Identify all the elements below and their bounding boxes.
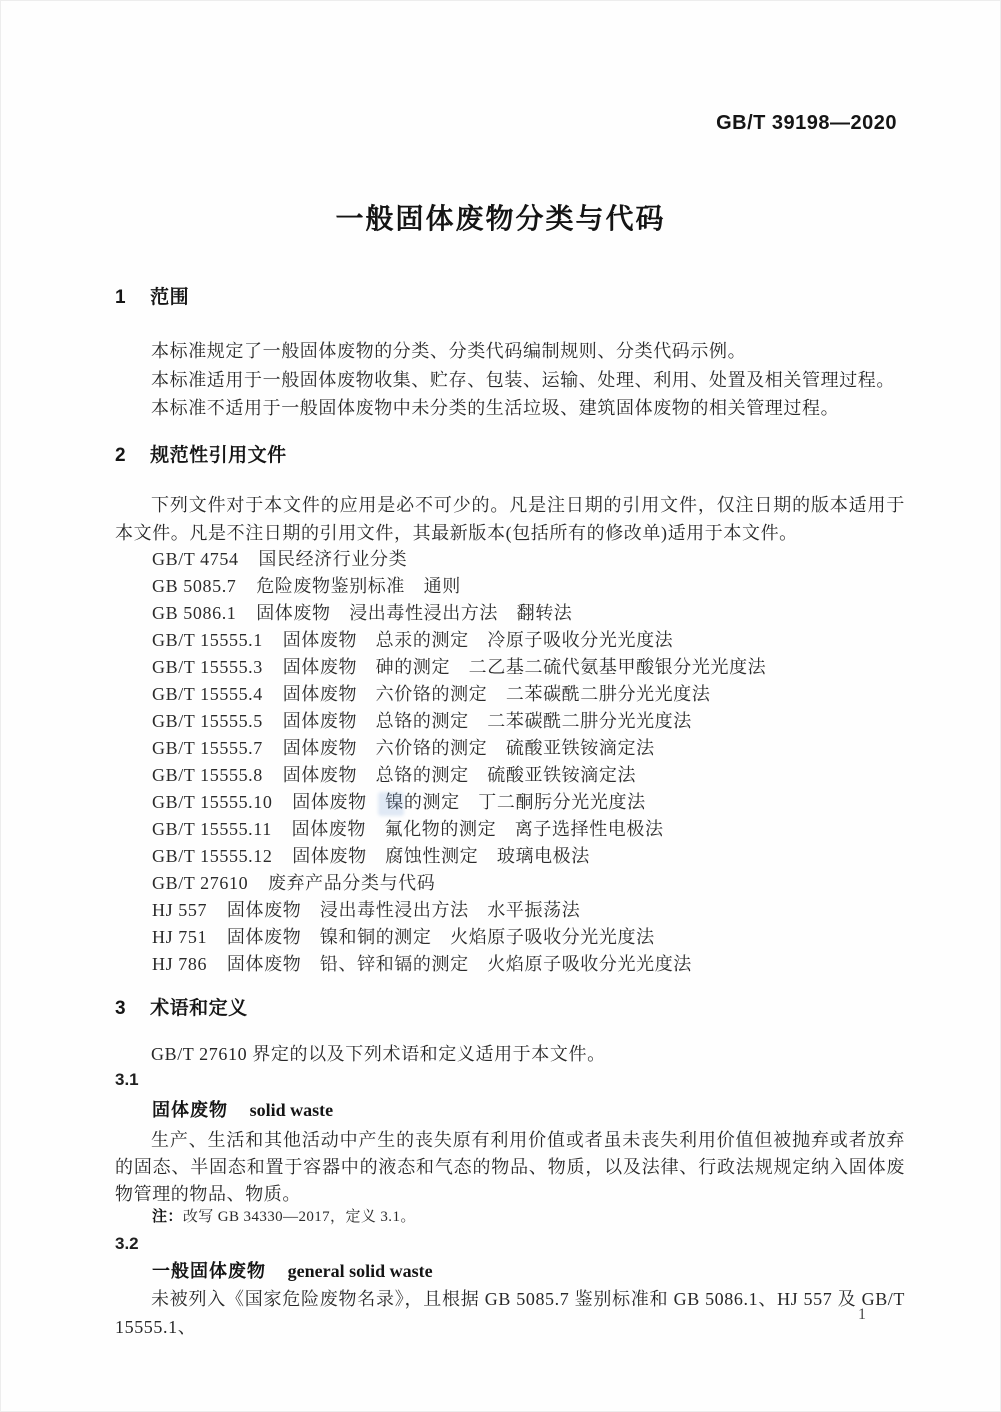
reference-title: 固体废物 镍的测定 丁二酮肟分光光度法 (292, 792, 646, 812)
section-3-number: 3 (115, 998, 127, 1019)
reference-code: GB/T 15555.3 (152, 657, 263, 677)
reference-item (152, 951, 912, 978)
reference-title: 国民经济行业分类 (258, 549, 408, 569)
section-3-label: 术语和定义 (150, 998, 248, 1019)
term-note-3-1 (152, 1205, 416, 1226)
reference-item (152, 546, 912, 573)
reference-title: 固体废物 砷的测定 二乙基二硫代氨基甲酸银分光光度法 (282, 657, 767, 677)
reference-item (152, 654, 912, 681)
page-number: 1 (858, 1306, 866, 1323)
reference-item (152, 897, 912, 924)
section-1-label: 范围 (150, 287, 190, 308)
reference-list (152, 546, 912, 978)
reference-item (152, 708, 912, 735)
reference-code: HJ 557 (152, 900, 208, 920)
reference-title: 固体废物 氟化物的测定 离子选择性电极法 (291, 819, 664, 839)
section-1-number: 1 (115, 287, 127, 308)
section-2-number: 2 (115, 445, 127, 466)
reference-title: 固体废物 浸出毒性浸出方法 翻转法 (256, 603, 573, 623)
reference-title: 固体废物 浸出毒性浸出方法 水平振荡法 (226, 900, 581, 920)
reference-code: GB/T 15555.1 (152, 630, 263, 650)
term-name-en: solid waste (249, 1100, 334, 1120)
reference-code: GB/T 15555.8 (152, 765, 263, 785)
reference-code: GB/T 27610 (152, 873, 249, 893)
scope-paragraph: 本标准规定了一般固体废物的分类、分类代码编制规则、分类代码示例。 (151, 341, 747, 361)
reference-item (152, 627, 912, 654)
reference-code: GB/T 4754 (152, 549, 239, 569)
reference-code: GB 5086.1 (152, 603, 237, 623)
scope-paragraphs (115, 337, 905, 423)
scope-paragraph: 本标准适用于一般固体废物收集、贮存、包装、运输、处理、利用、处置及相关管理过程。 (151, 369, 895, 390)
reference-title: 固体废物 六价铬的测定 硫酸亚铁铵滴定法 (282, 738, 655, 758)
reference-code: GB/T 15555.10 (152, 792, 273, 812)
reference-code: HJ 786 (152, 954, 208, 974)
section-2-heading (115, 440, 287, 467)
reference-code: GB/T 15555.5 (152, 711, 263, 731)
term-definition-3-1: 生产、生活和其他活动中产生的丧失原有利用价值或者虽未丧失利用价值但被抛弃或者放弃的固态、半固态和置于容器中的液态和气态的物品、物质，以及法律、行政法规规定纳入固体废物管理的物品、物质。 (115, 1130, 905, 1204)
reference-item (152, 573, 912, 600)
reference-title: 固体废物 总铬的测定 硫酸亚铁铵滴定法 (282, 765, 637, 785)
reference-title: 固体废物 铅、锌和镉的测定 火焰原子吸收分光光度法 (226, 954, 692, 974)
reference-item (152, 600, 912, 627)
reference-item (152, 924, 912, 951)
document-title: 一般固体废物分类与代码 (335, 203, 666, 234)
terms-intro: GB/T 27610 界定的以及下列术语和定义适用于本文件。 (151, 1044, 606, 1064)
section-3-heading (115, 993, 248, 1020)
reference-item (152, 735, 912, 762)
standard-code: GB/T 39198—2020 (716, 112, 897, 134)
reference-title: 固体废物 六价铬的测定 二苯碳酰二肼分光光度法 (282, 684, 711, 704)
watermark-artifact (378, 792, 404, 816)
section-1-heading (115, 282, 189, 309)
scope-paragraph: 本标准不适用于一般固体废物中未分类的生活垃圾、建筑固体废物的相关管理过程。 (151, 398, 840, 418)
section-2-label: 规范性引用文件 (150, 445, 287, 466)
reference-title: 固体废物 腐蚀性测定 玻璃电极法 (292, 846, 590, 866)
reference-code: GB/T 15555.7 (152, 738, 263, 758)
reference-item (152, 870, 912, 897)
reference-title: 废弃产品分类与代码 (267, 873, 436, 893)
reference-code: GB/T 15555.11 (152, 819, 272, 839)
reference-code: GB/T 15555.4 (152, 684, 263, 704)
term-name-zh: 固体废物 (152, 1100, 228, 1120)
reference-title: 固体废物 镍和铜的测定 火焰原子吸收分光光度法 (226, 927, 655, 947)
reference-item (152, 789, 912, 816)
reference-item (152, 762, 912, 789)
note-text: 改写 GB 34330—2017，定义 3.1。 (182, 1209, 416, 1225)
term-number-3-2: 3.2 (115, 1234, 139, 1253)
references-intro: 下列文件对于本文件的应用是必不可少的。凡是注日期的引用文件，仅注日期的版本适用于本文件。凡是不注日期的引用文件，其最新版本(包括所有的修改单)适用于本文件。 (115, 495, 905, 543)
reference-code: HJ 751 (152, 927, 208, 947)
reference-code: GB/T 15555.12 (152, 846, 273, 866)
reference-item (152, 816, 912, 843)
term-number-3-1: 3.1 (115, 1070, 139, 1089)
reference-item (152, 681, 912, 708)
reference-code: GB 5085.7 (152, 576, 237, 596)
term-name-zh: 一般固体废物 (152, 1261, 266, 1281)
reference-title: 危险废物鉴别标准 通则 (256, 576, 461, 596)
term-name-3-2 (152, 1257, 433, 1283)
reference-item (152, 843, 912, 870)
note-label: 注： (152, 1208, 183, 1225)
term-name-en: general solid waste (287, 1261, 433, 1281)
reference-title: 固体废物 总汞的测定 冷原子吸收分光光度法 (282, 630, 674, 650)
term-name-3-1 (152, 1096, 333, 1122)
reference-title: 固体废物 总铬的测定 二苯碳酰二肼分光光度法 (282, 711, 692, 731)
term-definition-3-2: 未被列入《国家危险废物名录》，且根据 GB 5085.7 鉴别标准和 GB 5086.1、HJ 557 及 GB/T 15555.1、 (115, 1289, 905, 1337)
